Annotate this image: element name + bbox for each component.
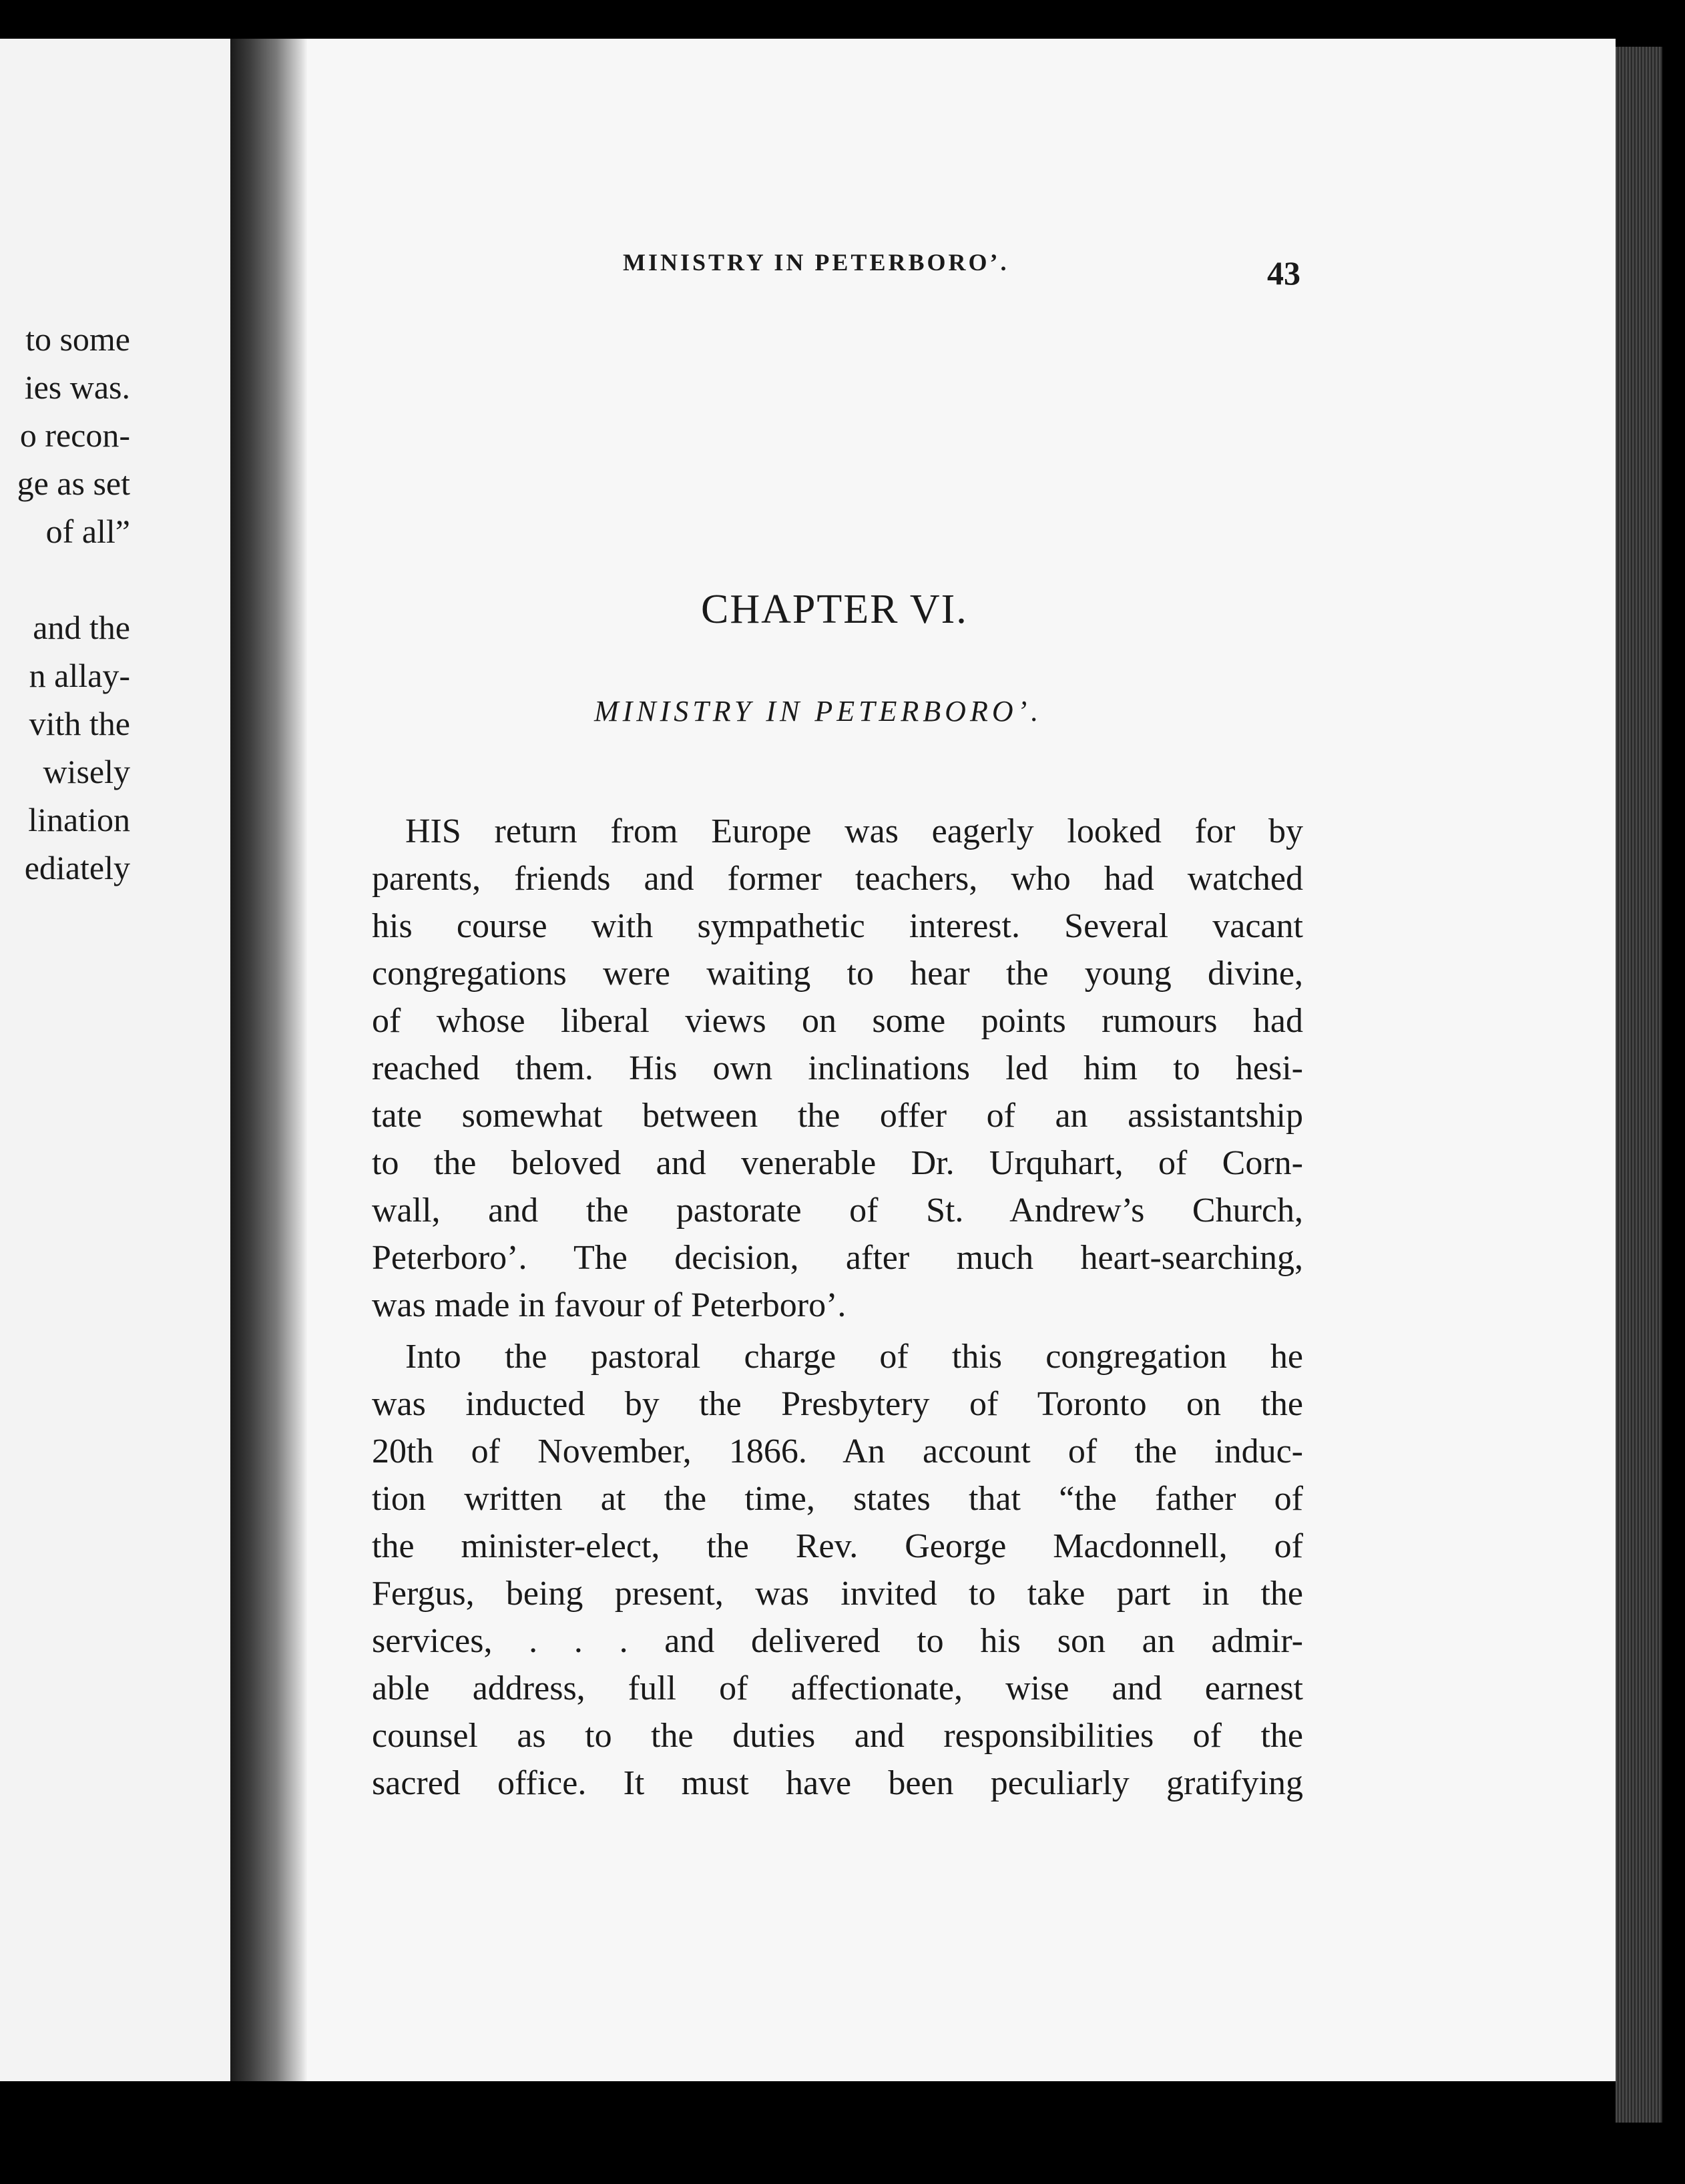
body-line: parents, friends and former teachers, who had watched	[372, 860, 1303, 898]
left-page-line: ge as set	[17, 465, 130, 502]
chapter-title: CHAPTER VI.	[701, 587, 968, 632]
left-page-line: to some	[25, 320, 130, 358]
body-line: of whose liberal views on some points rumours had	[372, 1002, 1303, 1040]
left-page	[0, 39, 230, 2081]
left-page-line: of all”	[45, 513, 130, 550]
body-line: to the beloved and venerable Dr. Urquhart, of Corn-	[372, 1144, 1303, 1182]
left-page-line: ies was.	[24, 368, 130, 406]
body-line: was made in favour of Peterboro’.	[372, 1286, 847, 1324]
left-page-line: n allay-	[29, 657, 130, 694]
left-page-line: vith the	[29, 705, 130, 742]
chapter-subtitle: MINISTRY IN PETERBORO’.	[594, 695, 1043, 728]
running-header: MINISTRY IN PETERBORO’.	[623, 249, 1009, 276]
body-line: tate somewhat between the offer of an assistantship	[372, 1097, 1303, 1135]
body-line: reached them. His own inclinations led him to hesi-	[372, 1049, 1303, 1087]
left-page-line: wisely	[43, 753, 130, 790]
page-number: 43	[1267, 254, 1300, 292]
body-line: services, . . . and delivered to his son an admir-	[372, 1622, 1303, 1660]
page-edge	[1616, 47, 1662, 2123]
body-line: counsel as to the duties and responsibilities of the	[372, 1717, 1303, 1755]
body-line: sacred office. It must have been peculiarly gratifying	[372, 1764, 1303, 1802]
body-line: Into the pastoral charge of this congregation he	[405, 1338, 1303, 1376]
body-line: congregations were waiting to hear the young divine,	[372, 954, 1303, 993]
body-line: able address, full of affectionate, wise and earnest	[372, 1669, 1303, 1707]
body-line: 20th of November, 1866. An account of the induc-	[372, 1432, 1303, 1470]
body-line: Fergus, being present, was invited to take part in the	[372, 1575, 1303, 1613]
body-line: Peterboro’. The decision, after much heart-searching,	[372, 1239, 1303, 1277]
left-page-line: and the	[33, 609, 130, 646]
left-page-line: ediately	[24, 849, 130, 886]
body-line: his course with sympathetic interest. Several vacant	[372, 907, 1303, 945]
book-gutter-shadow	[230, 39, 307, 2081]
left-page-line: o recon-	[19, 417, 130, 454]
body-line: was inducted by the Presbytery of Toronto on the	[372, 1385, 1303, 1423]
body-line: HIS return from Europe was eagerly looked for by	[405, 812, 1303, 850]
body-line: the minister-elect, the Rev. George Macdonnell, of	[372, 1527, 1303, 1565]
left-page-line: lination	[28, 801, 130, 838]
body-line: wall, and the pastorate of St. Andrew’s Church,	[372, 1191, 1303, 1230]
body-line: tion written at the time, states that “the father of	[372, 1480, 1303, 1518]
